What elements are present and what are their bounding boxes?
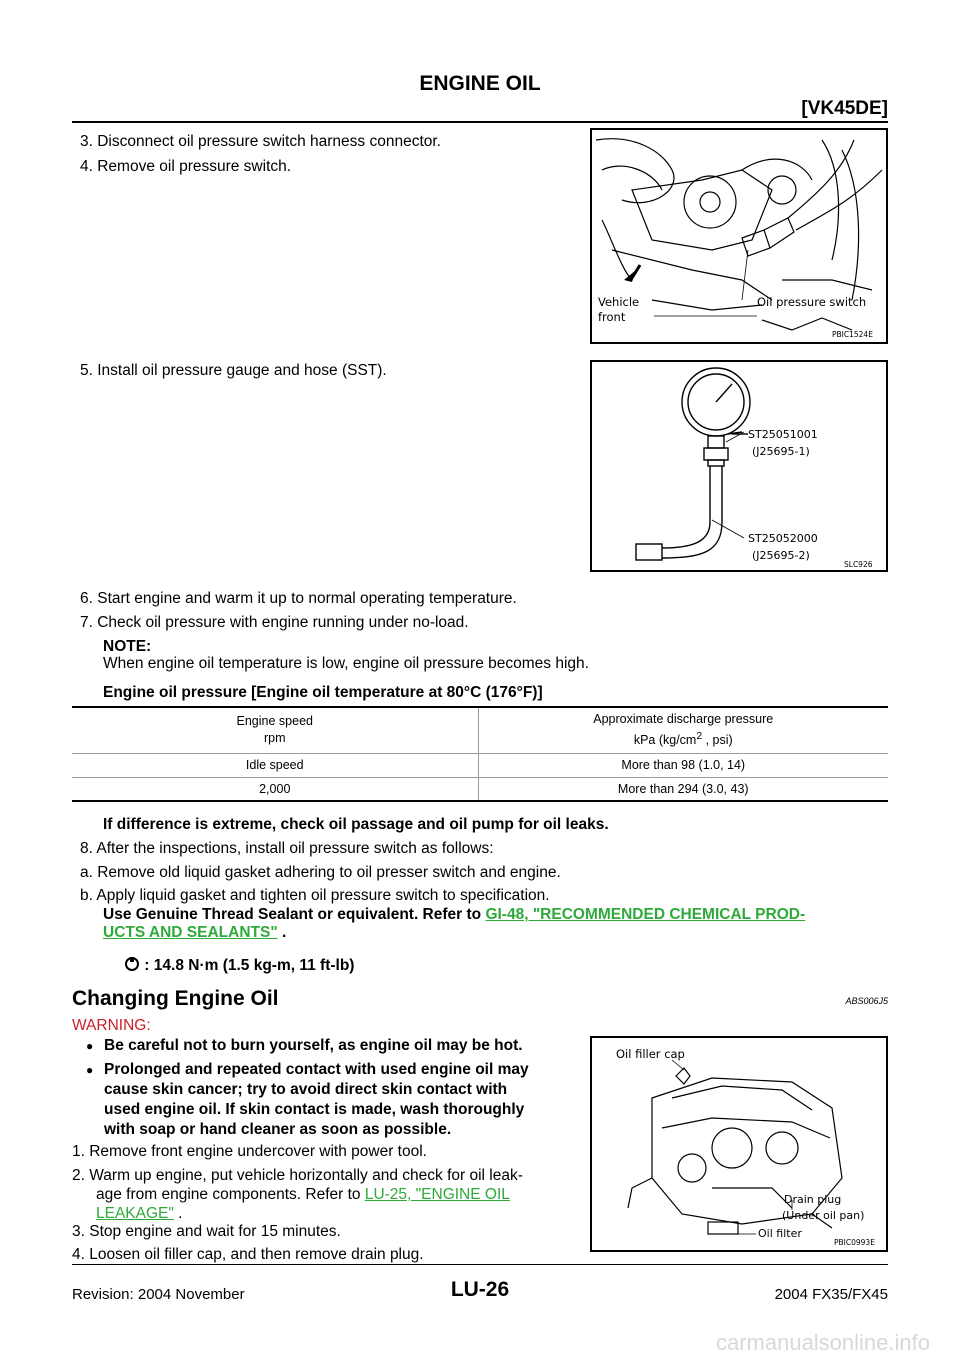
link-lu-25[interactable]: LU-25, "ENGINE OIL xyxy=(364,1186,510,1203)
table-header-pressure: Approximate discharge pressure kPa ($kg/cm^2$ , psi) xyxy=(478,707,888,753)
torque-wrench-icon xyxy=(124,956,140,972)
fig2-label-b2: (J25695-2) xyxy=(752,549,810,562)
fig1-code: PBIC1524E xyxy=(832,330,873,339)
revision-text: Revision: 2004 November xyxy=(72,1286,245,1303)
figure-oil-pressure-switch xyxy=(590,128,888,344)
change-step-2-line2: age from engine components. Refer to LU-25, "ENGINE OIL xyxy=(96,1186,510,1203)
bullet-icon: ● xyxy=(86,1039,94,1053)
change-step-1: 1. Remove front engine undercover with power tool. xyxy=(72,1143,427,1160)
table-header-speed: Engine speed rpm xyxy=(72,707,478,753)
fig1-label-front: front xyxy=(598,310,626,324)
fig1-label-switch: Oil pressure switch xyxy=(757,295,867,309)
fig2-label-a1: ST25051001 xyxy=(748,428,818,441)
step-3: 3. Disconnect oil pressure switch harness connector. xyxy=(80,133,441,150)
header-rule xyxy=(72,121,888,123)
table-row: 2,000 More than 294 (3.0, 43) xyxy=(72,777,888,801)
table-row: Idle speed More than 98 (1.0, 14) xyxy=(72,753,888,777)
fig2-label-b1: ST25052000 xyxy=(748,532,818,545)
step-b-sealant-cont: UCTS AND SEALANTS" . xyxy=(103,924,287,941)
fig3-code: PBIC0993E xyxy=(834,1238,875,1247)
figure-engine-oil-points xyxy=(590,1036,888,1252)
step-6: 6. Start engine and warm it up to normal operating temperature. xyxy=(80,590,517,607)
warning-2-line4: with soap or hand cleaner as soon as possible. xyxy=(104,1121,452,1138)
step-8: 8. After the inspections, install oil pressure switch as follows: xyxy=(80,840,494,857)
fig3-label-filter: Oil filter xyxy=(758,1227,802,1240)
page-title: ENGINE OIL xyxy=(419,72,541,95)
fig3-label-cap: Oil filler cap xyxy=(616,1047,685,1061)
fig3-label-drain1: Drain plug xyxy=(784,1193,842,1206)
footer-rule xyxy=(72,1264,888,1265)
change-step-4: 4. Loosen oil filler cap, and then remove drain plug. xyxy=(72,1246,424,1263)
bullet-icon: ● xyxy=(86,1063,94,1077)
page-number: LU-26 xyxy=(450,1278,510,1301)
step-4: 4. Remove oil pressure switch. xyxy=(80,158,292,175)
section-title: Changing Engine Oil xyxy=(72,987,279,1010)
step-a: a. Remove old liquid gasket adhering to oil presser switch and engine. xyxy=(80,864,561,881)
link-gi-48-cont[interactable]: UCTS AND SEALANTS" xyxy=(103,924,278,941)
warning-2-line3: used engine oil. If skin contact is made, wash thoroughly xyxy=(104,1101,525,1118)
fig2-label-a2: (J25695-1) xyxy=(752,445,810,458)
gauge-illustration xyxy=(592,362,886,570)
oil-pressure-table xyxy=(72,706,888,802)
change-step-3: 3. Stop engine and wait for 15 minutes. xyxy=(72,1223,341,1240)
watermark: carmanualsonline.info xyxy=(715,1330,930,1355)
note-label: NOTE: xyxy=(103,638,152,655)
engine-code: [VK45DE] xyxy=(801,98,888,119)
link-lu-25-cont[interactable]: LEAKAGE" xyxy=(96,1205,174,1222)
step-7: 7. Check oil pressure with engine running under no-load. xyxy=(80,614,469,631)
after-table-note: If difference is extreme, check oil passage and oil pump for oil leaks. xyxy=(103,816,609,833)
spec-title: Engine oil pressure [Engine oil temperature at 80°C (176°F)] xyxy=(103,684,543,701)
warning-1: Be careful not to burn yourself, as engine oil may be hot. xyxy=(104,1037,523,1054)
step-5: 5. Install oil pressure gauge and hose (SST). xyxy=(80,362,387,379)
warning-2-line1: Prolonged and repeated contact with used engine oil may xyxy=(104,1061,529,1078)
engine-bay-illustration xyxy=(592,130,886,342)
model-text: 2004 FX35/FX45 xyxy=(774,1286,888,1303)
fig3-label-drain2: (Under oil pan) xyxy=(782,1209,865,1222)
warning-label: WARNING: xyxy=(72,1017,151,1034)
warning-2-line2: cause skin cancer; try to avoid direct skin contact with xyxy=(104,1081,508,1098)
step-b: b. Apply liquid gasket and tighten oil pressure switch to specification. xyxy=(80,887,550,904)
change-step-2-line3: LEAKAGE" . xyxy=(96,1205,183,1222)
fig2-code: SLC926 xyxy=(844,560,873,569)
step-b-sealant: Use Genuine Thread Sealant or equivalent. Refer to GI-48, "RECOMMENDED CHEMICAL PROD- xyxy=(103,906,806,923)
engine-illustration xyxy=(592,1038,886,1250)
figure-oil-pressure-gauge xyxy=(590,360,888,572)
link-gi-48[interactable]: GI-48, "RECOMMENDED CHEMICAL PROD- xyxy=(485,906,806,923)
change-step-2-line1: 2. Warm up engine, put vehicle horizontally and check for oil leak- xyxy=(72,1167,523,1184)
section-id: ABS006J5 xyxy=(845,996,888,1006)
note-text: When engine oil temperature is low, engine oil pressure becomes high. xyxy=(103,655,589,672)
torque-spec: : 14.8 N·m (1.5 kg-m, 11 ft-lb) xyxy=(124,955,354,976)
fig1-label-vehicle: Vehicle xyxy=(598,295,640,309)
